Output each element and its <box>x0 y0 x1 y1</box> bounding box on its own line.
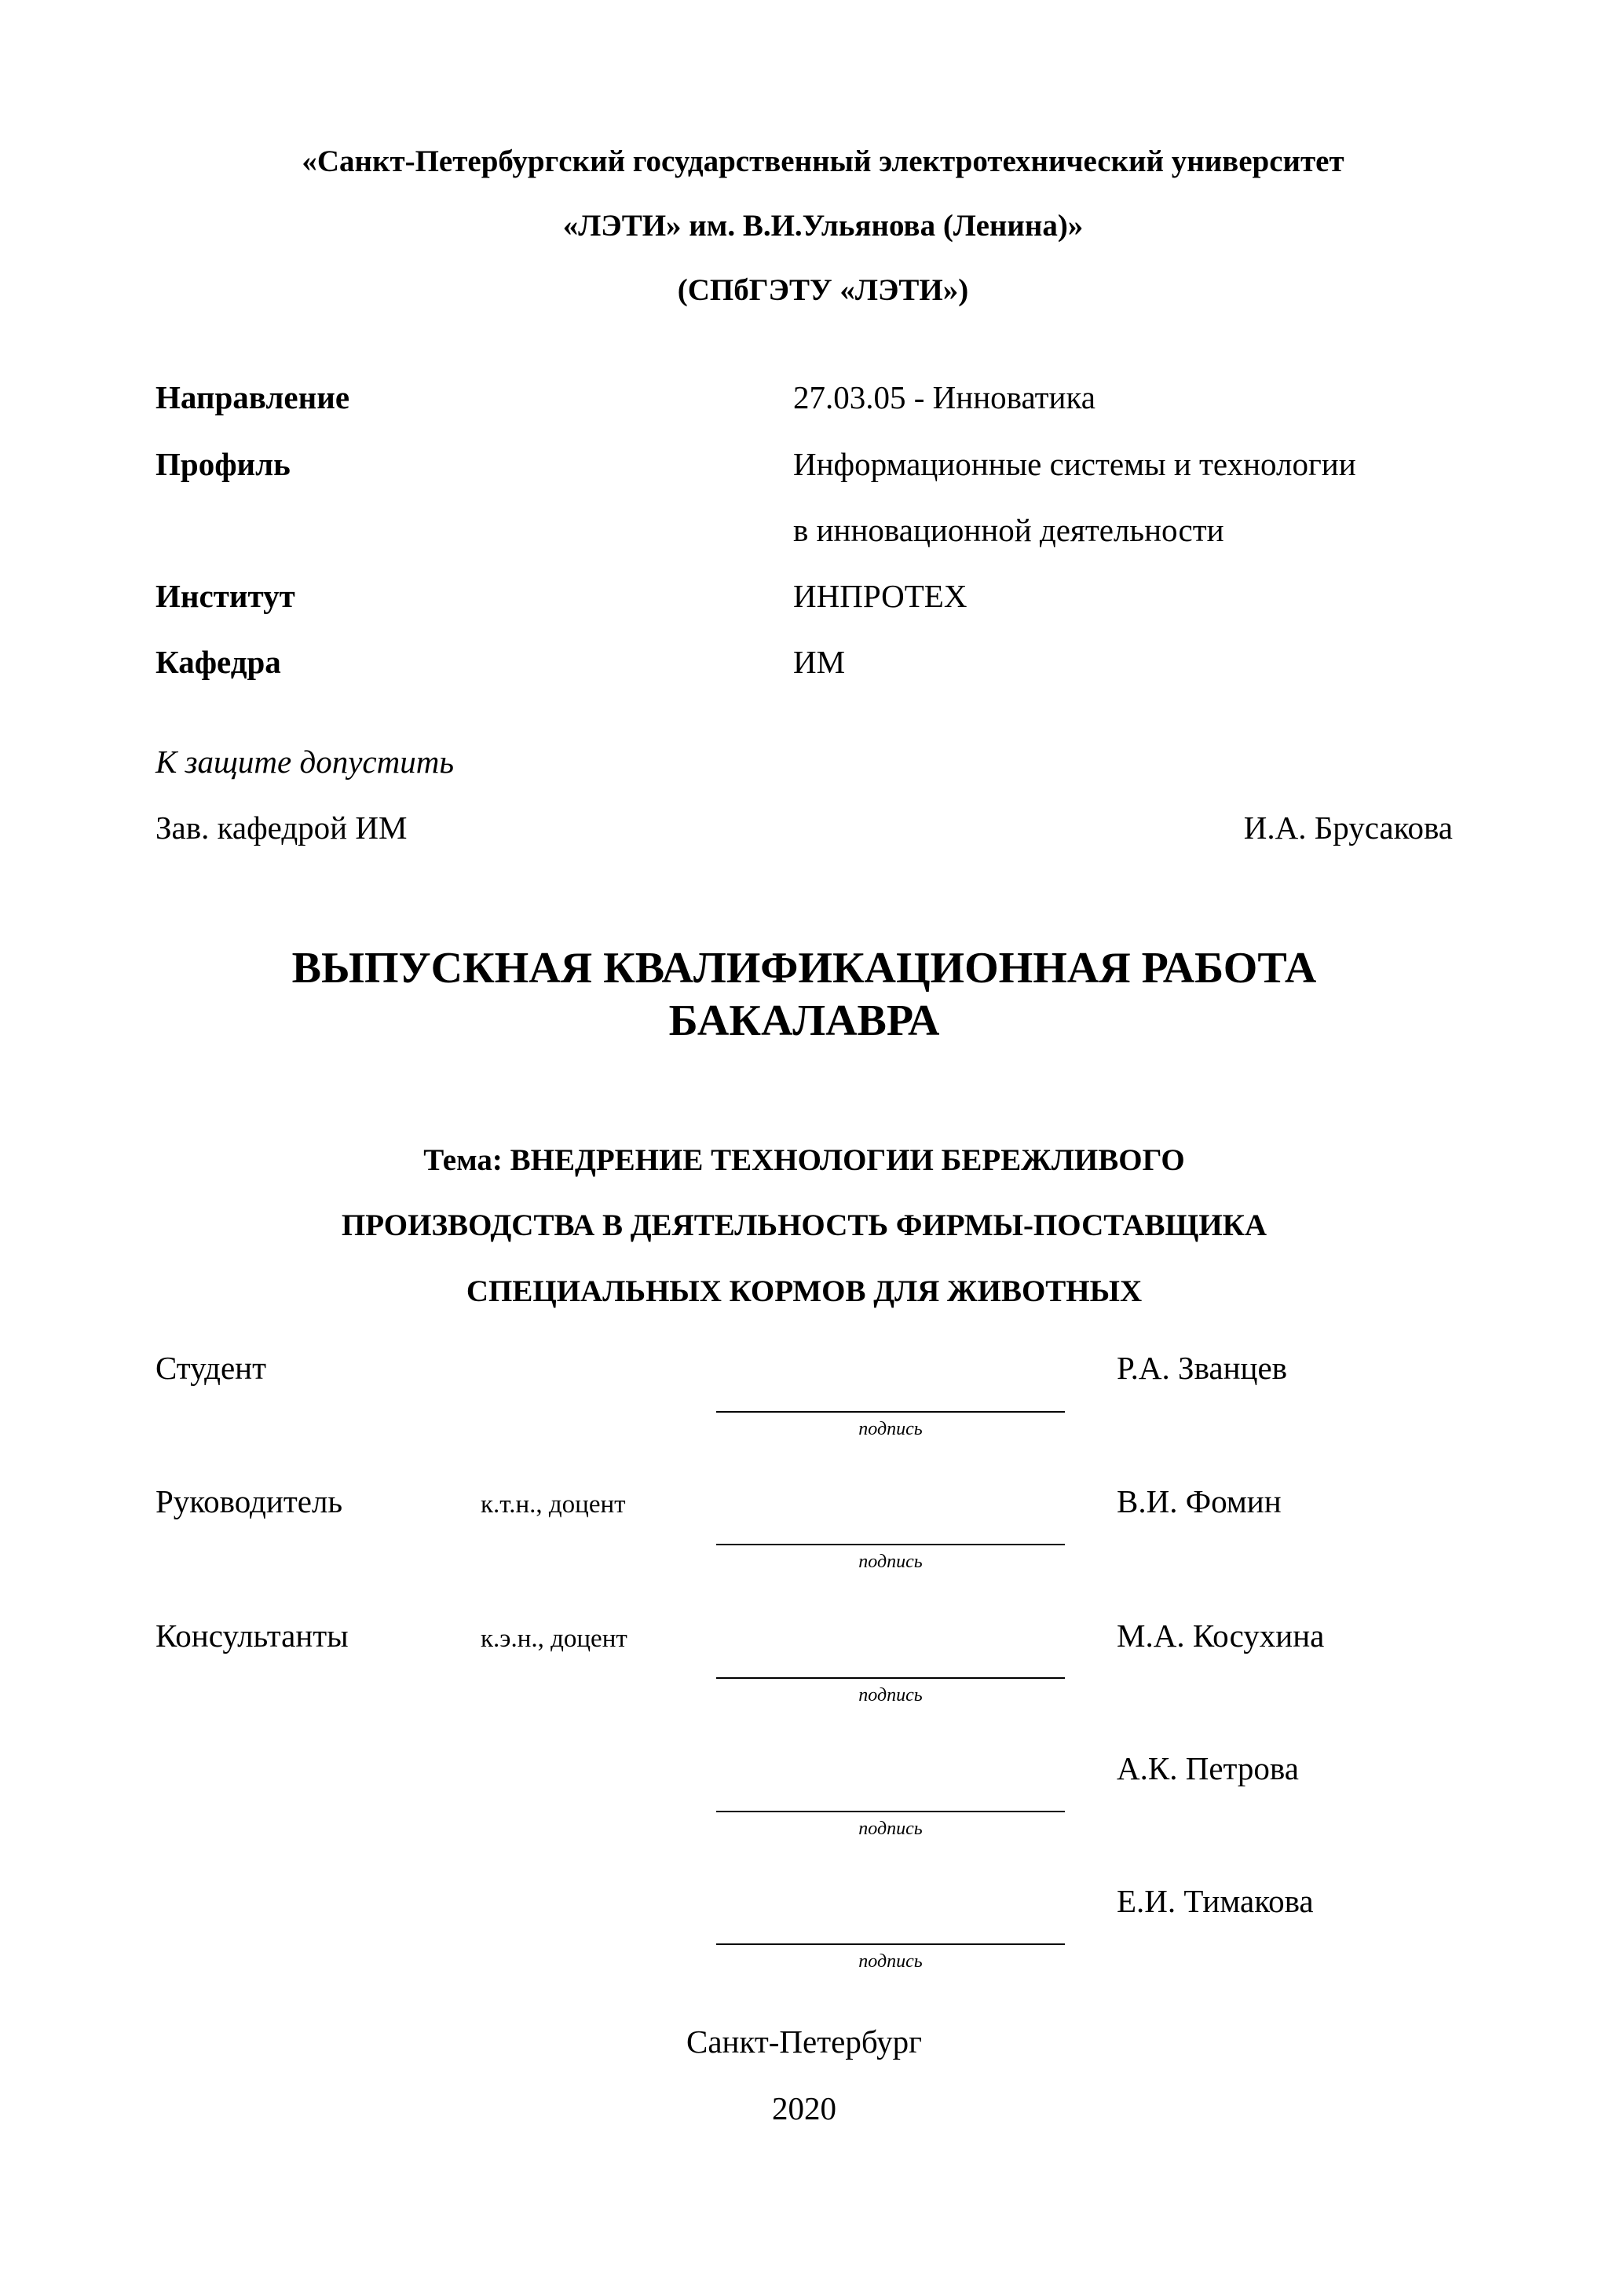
document-title-line2: БАКАЛАВРА <box>668 996 940 1045</box>
signature-caption: подпись <box>858 1951 923 1972</box>
approval-name: И.А. Брусакова <box>1243 810 1453 846</box>
signature-role: Студент <box>155 1350 267 1386</box>
topic-line1: Тема: ВНЕДРЕНИЕ ТЕХНОЛОГИИ БЕРЕЖЛИВОГО <box>423 1143 1185 1177</box>
signature-caption: подпись <box>858 1685 923 1706</box>
approval-position: Зав. кафедрой ИМ <box>155 810 408 846</box>
field-value-profile: Информационные системы и технологии <box>793 446 1356 482</box>
signature-name: Р.А. Званцев <box>1117 1350 1288 1386</box>
signature-line <box>716 1811 1065 1812</box>
field-value-profile-line2: в инновационной деятельности <box>793 512 1224 548</box>
signature-name: Е.И. Тимакова <box>1117 1883 1314 1919</box>
field-label-profile: Профиль <box>155 446 291 482</box>
field-label-direction: Направление <box>155 379 350 415</box>
signature-role: Руководитель <box>155 1483 343 1519</box>
approval-note: К защите допустить <box>155 744 454 780</box>
topic-line3: СПЕЦИАЛЬНЫХ КОРМОВ ДЛЯ ЖИВОТНЫХ <box>466 1274 1143 1308</box>
signature-degree: к.э.н., доцент <box>481 1625 627 1653</box>
field-value-department: ИМ <box>793 644 846 680</box>
signature-name: М.А. Косухина <box>1117 1618 1325 1654</box>
signature-line <box>716 1411 1065 1413</box>
field-value-direction: 27.03.05 - Инноватика <box>793 379 1095 415</box>
signature-line <box>716 1544 1065 1545</box>
signature-caption: подпись <box>858 1552 923 1572</box>
university-name-line1: «Санкт-Петербургский государственный электротехнический университет <box>302 144 1344 178</box>
signature-degree: к.т.н., доцент <box>481 1490 626 1519</box>
signature-line <box>716 1677 1065 1679</box>
signature-line <box>716 1943 1065 1945</box>
signature-caption: подпись <box>858 1819 923 1839</box>
field-value-institute: ИНПРОТЕХ <box>793 578 967 614</box>
university-abbreviation: (СПбГЭТУ «ЛЭТИ») <box>677 273 969 307</box>
field-label-department: Кафедра <box>155 644 281 680</box>
signature-role: Консультанты <box>155 1618 349 1654</box>
field-label-institute: Институт <box>155 578 295 614</box>
topic-line2: ПРОИЗВОДСТВА В ДЕЯТЕЛЬНОСТЬ ФИРМЫ-ПОСТАВЩИКА <box>341 1208 1267 1242</box>
signature-name: А.К. Петрова <box>1117 1750 1299 1786</box>
signature-name: В.И. Фомин <box>1117 1483 1282 1519</box>
signature-caption: подпись <box>858 1419 923 1439</box>
footer-city: Санкт-Петербург <box>686 2024 922 2060</box>
document-title-line1: ВЫПУСКНАЯ КВАЛИФИКАЦИОННАЯ РАБОТА <box>291 944 1317 993</box>
university-name-line2: «ЛЭТИ» им. В.И.Ульянова (Ленина)» <box>562 209 1084 243</box>
footer-year: 2020 <box>772 2090 836 2126</box>
